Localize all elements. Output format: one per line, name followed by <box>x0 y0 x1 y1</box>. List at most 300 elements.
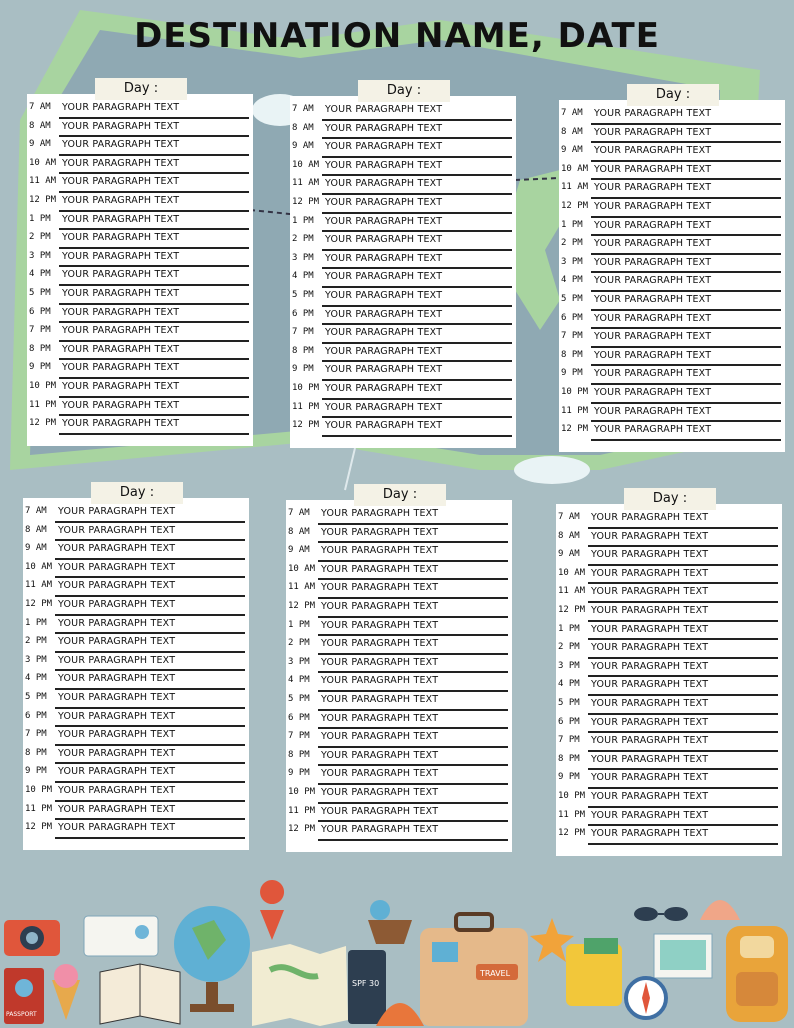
schedule-row <box>27 100 253 119</box>
paragraph-text[interactable]: YOUR PARAGRAPH TEXT <box>594 312 712 324</box>
time-label: 10 AM <box>558 567 586 578</box>
paragraph-text[interactable]: YOUR PARAGRAPH TEXT <box>591 604 709 616</box>
time-label: 1 PM <box>29 213 51 224</box>
time-label: 8 PM <box>558 753 580 764</box>
paragraph-text[interactable]: YOUR PARAGRAPH TEXT <box>594 238 712 250</box>
paragraph-text[interactable]: YOUR PARAGRAPH TEXT <box>594 349 712 361</box>
time-label: 3 PM <box>561 256 583 267</box>
paragraph-text[interactable]: YOUR PARAGRAPH TEXT <box>62 399 180 411</box>
paragraph-text[interactable]: YOUR PARAGRAPH TEXT <box>325 308 443 320</box>
paragraph-text[interactable]: YOUR PARAGRAPH TEXT <box>321 563 439 575</box>
time-label: 9 PM <box>25 766 47 777</box>
schedule-row <box>290 251 516 270</box>
schedule-row <box>559 255 785 274</box>
time-label: 5 PM <box>29 287 51 298</box>
time-label: 8 PM <box>561 349 583 360</box>
paragraph-text[interactable]: YOUR PARAGRAPH TEXT <box>321 693 439 705</box>
photo-card-icon <box>654 934 712 978</box>
paragraph-text[interactable]: YOUR PARAGRAPH TEXT <box>321 768 439 780</box>
paragraph-text[interactable]: YOUR PARAGRAPH TEXT <box>591 567 709 579</box>
paragraph-text[interactable]: YOUR PARAGRAPH TEXT <box>62 306 180 318</box>
time-label: 3 PM <box>25 654 47 665</box>
time-label: 5 PM <box>288 693 310 704</box>
schedule-row <box>286 543 512 562</box>
paragraph-text[interactable]: YOUR PARAGRAPH TEXT <box>594 256 712 268</box>
paragraph-text[interactable]: YOUR PARAGRAPH TEXT <box>591 809 709 821</box>
suitcase-icon <box>420 914 528 1026</box>
paragraph-text[interactable]: YOUR PARAGRAPH TEXT <box>62 250 180 262</box>
schedule-row <box>27 267 253 286</box>
open-book-icon <box>100 964 180 1024</box>
paragraph-text[interactable]: YOUR PARAGRAPH TEXT <box>58 747 176 759</box>
underline-divider <box>55 837 245 839</box>
time-label: 3 PM <box>29 250 51 261</box>
time-label: 12 PM <box>25 822 53 833</box>
paragraph-text[interactable]: YOUR PARAGRAPH TEXT <box>58 729 176 741</box>
paragraph-text[interactable]: YOUR PARAGRAPH TEXT <box>594 405 712 417</box>
schedule-row <box>556 752 782 771</box>
paragraph-text[interactable]: YOUR PARAGRAPH TEXT <box>325 271 443 283</box>
fan-shell-icon <box>700 900 740 920</box>
time-label: 12 PM <box>292 196 320 207</box>
schedule-row <box>286 562 512 581</box>
schedule-row <box>290 400 516 419</box>
wallet-icon <box>566 938 622 1006</box>
paragraph-text[interactable]: YOUR PARAGRAPH TEXT <box>325 252 443 264</box>
paragraph-text[interactable]: YOUR PARAGRAPH TEXT <box>321 582 439 594</box>
time-label: 8 AM <box>561 126 583 137</box>
time-label: 12 PM <box>29 194 57 205</box>
schedule-row <box>286 785 512 804</box>
time-label: 4 PM <box>292 271 314 282</box>
time-label: 8 AM <box>29 120 51 131</box>
time-label: 9 AM <box>25 543 47 554</box>
schedule-row <box>286 766 512 785</box>
paragraph-text[interactable]: YOUR PARAGRAPH TEXT <box>594 275 712 287</box>
schedule-row <box>290 325 516 344</box>
paragraph-text[interactable]: YOUR PARAGRAPH TEXT <box>321 731 439 743</box>
paragraph-text[interactable]: YOUR PARAGRAPH TEXT <box>62 380 180 392</box>
schedule-row <box>556 547 782 566</box>
paragraph-text[interactable]: YOUR PARAGRAPH TEXT <box>325 178 443 190</box>
paragraph-text[interactable]: YOUR PARAGRAPH TEXT <box>58 543 176 555</box>
time-label: 6 PM <box>29 306 51 317</box>
paragraph-text[interactable]: YOUR PARAGRAPH TEXT <box>321 508 439 519</box>
paragraph-text[interactable]: YOUR PARAGRAPH TEXT <box>62 176 180 188</box>
schedule-row <box>556 733 782 752</box>
time-label: 10 AM <box>288 563 316 574</box>
time-label: 3 PM <box>292 252 314 263</box>
coconut-drink-icon <box>368 900 412 944</box>
schedule-row <box>27 230 253 249</box>
schedule-row <box>27 119 253 138</box>
time-label: 10 AM <box>292 159 320 170</box>
paragraph-text[interactable]: YOUR PARAGRAPH TEXT <box>591 753 709 765</box>
time-label: 6 PM <box>288 712 310 723</box>
paragraph-text[interactable]: YOUR PARAGRAPH TEXT <box>325 104 443 115</box>
time-label: 7 AM <box>29 102 51 112</box>
schedule-row <box>559 329 785 348</box>
paragraph-text[interactable]: YOUR PARAGRAPH TEXT <box>321 805 439 817</box>
compass-icon <box>626 978 666 1018</box>
schedule-row <box>556 622 782 641</box>
paragraph-text[interactable]: YOUR PARAGRAPH TEXT <box>591 549 709 561</box>
schedule-row <box>27 212 253 231</box>
schedule-row <box>27 137 253 156</box>
schedule-row <box>559 273 785 292</box>
schedule-rows <box>290 102 516 437</box>
schedule-row <box>556 770 782 789</box>
passport-text: PASSPORT <box>6 1011 37 1018</box>
schedule-row <box>290 195 516 214</box>
time-label: 2 PM <box>29 232 51 243</box>
paragraph-text[interactable]: YOUR PARAGRAPH TEXT <box>62 269 180 281</box>
time-label: 2 PM <box>292 234 314 245</box>
paragraph-text[interactable]: YOUR PARAGRAPH TEXT <box>62 102 180 113</box>
time-label: 7 AM <box>561 108 583 118</box>
paragraph-text[interactable]: YOUR PARAGRAPH TEXT <box>58 617 176 629</box>
paragraph-text[interactable]: YOUR PARAGRAPH TEXT <box>325 327 443 339</box>
time-label: 11 PM <box>292 401 320 412</box>
folded-map-icon <box>252 944 348 1026</box>
time-label: 7 PM <box>25 729 47 740</box>
paragraph-text[interactable]: YOUR PARAGRAPH TEXT <box>321 786 439 798</box>
day-label: Day : <box>358 80 450 102</box>
paragraph-text[interactable]: YOUR PARAGRAPH TEXT <box>321 600 439 612</box>
schedule-row <box>559 180 785 199</box>
paragraph-text[interactable]: YOUR PARAGRAPH TEXT <box>591 512 709 523</box>
paragraph-text[interactable]: YOUR PARAGRAPH TEXT <box>325 345 443 357</box>
time-label: 1 PM <box>288 619 310 630</box>
paragraph-text[interactable]: YOUR PARAGRAPH TEXT <box>325 401 443 413</box>
schedule-row <box>27 398 253 417</box>
time-label: 9 AM <box>561 145 583 156</box>
paragraph-text[interactable]: YOUR PARAGRAPH TEXT <box>591 642 709 654</box>
time-label: 9 PM <box>558 772 580 783</box>
time-label: 4 PM <box>561 275 583 286</box>
time-label: 7 PM <box>558 735 580 746</box>
paragraph-text[interactable]: YOUR PARAGRAPH TEXT <box>62 232 180 244</box>
schedule-row <box>27 249 253 268</box>
schedule-row <box>23 560 249 579</box>
paragraph-text[interactable]: YOUR PARAGRAPH TEXT <box>321 712 439 724</box>
paragraph-text[interactable]: YOUR PARAGRAPH TEXT <box>58 636 176 648</box>
time-label: 12 PM <box>288 824 316 835</box>
paragraph-text[interactable]: YOUR PARAGRAPH TEXT <box>58 710 176 722</box>
time-label: 10 AM <box>561 163 589 174</box>
schedule-row <box>23 541 249 560</box>
time-label: 7 AM <box>292 104 314 114</box>
paragraph-text[interactable]: YOUR PARAGRAPH TEXT <box>594 331 712 343</box>
schedule-row <box>559 366 785 385</box>
schedule-row <box>286 673 512 692</box>
paragraph-text[interactable]: YOUR PARAGRAPH TEXT <box>591 716 709 728</box>
schedule-row <box>290 102 516 121</box>
schedule-row <box>286 804 512 823</box>
paragraph-text[interactable]: YOUR PARAGRAPH TEXT <box>594 200 712 212</box>
time-label: 10 PM <box>25 784 53 795</box>
schedule-rows <box>556 510 782 845</box>
schedule-row <box>556 566 782 585</box>
paragraph-text[interactable]: YOUR PARAGRAPH TEXT <box>62 157 180 169</box>
time-label: 5 PM <box>561 293 583 304</box>
time-label: 1 PM <box>561 219 583 230</box>
schedule-row <box>559 218 785 237</box>
schedule-row <box>23 653 249 672</box>
schedule-row <box>286 525 512 544</box>
underline-divider <box>59 433 249 435</box>
schedule-row <box>559 236 785 255</box>
paragraph-text[interactable]: YOUR PARAGRAPH TEXT <box>58 673 176 685</box>
paragraph-text[interactable]: YOUR PARAGRAPH TEXT <box>58 506 176 517</box>
paragraph-text[interactable]: YOUR PARAGRAPH TEXT <box>62 343 180 355</box>
paragraph-text[interactable]: YOUR PARAGRAPH TEXT <box>58 766 176 778</box>
paragraph-text[interactable]: YOUR PARAGRAPH TEXT <box>591 679 709 691</box>
paragraph-text[interactable]: YOUR PARAGRAPH TEXT <box>325 196 443 208</box>
time-label: 4 PM <box>25 673 47 684</box>
paragraph-text[interactable]: YOUR PARAGRAPH TEXT <box>591 735 709 747</box>
schedule-rows <box>559 106 785 441</box>
paragraph-text[interactable]: YOUR PARAGRAPH TEXT <box>58 654 176 666</box>
time-label: 7 PM <box>292 327 314 338</box>
schedule-row <box>27 305 253 324</box>
paragraph-text[interactable]: YOUR PARAGRAPH TEXT <box>325 141 443 153</box>
paragraph-text[interactable]: YOUR PARAGRAPH TEXT <box>58 580 176 592</box>
travel-illustrations <box>0 880 794 1028</box>
schedule-row <box>556 659 782 678</box>
schedule-row <box>290 121 516 140</box>
paragraph-text[interactable]: YOUR PARAGRAPH TEXT <box>325 364 443 376</box>
time-label: 6 PM <box>25 710 47 721</box>
schedule-row <box>286 618 512 637</box>
paragraph-text[interactable]: YOUR PARAGRAPH TEXT <box>325 289 443 301</box>
schedule-row <box>556 677 782 696</box>
schedule-rows <box>27 100 253 435</box>
time-label: 7 AM <box>558 512 580 522</box>
time-label: 4 PM <box>29 269 51 280</box>
paragraph-text[interactable]: YOUR PARAGRAPH TEXT <box>591 772 709 784</box>
time-label: 2 PM <box>288 638 310 649</box>
time-label: 8 PM <box>292 345 314 356</box>
time-label: 10 AM <box>25 561 53 572</box>
schedule-row <box>556 715 782 734</box>
time-label: 12 PM <box>288 600 316 611</box>
schedule-row <box>23 690 249 709</box>
paragraph-text[interactable]: YOUR PARAGRAPH TEXT <box>62 362 180 374</box>
time-label: 5 PM <box>292 289 314 300</box>
paragraph-text[interactable]: YOUR PARAGRAPH TEXT <box>62 325 180 337</box>
schedule-rows <box>23 504 249 839</box>
time-label: 6 PM <box>292 308 314 319</box>
paragraph-text[interactable]: YOUR PARAGRAPH TEXT <box>321 526 439 538</box>
schedule-row <box>23 671 249 690</box>
schedule-row <box>23 597 249 616</box>
paragraph-text[interactable]: YOUR PARAGRAPH TEXT <box>58 561 176 573</box>
schedule-row <box>290 362 516 381</box>
schedule-rows <box>286 506 512 841</box>
paragraph-text[interactable]: YOUR PARAGRAPH TEXT <box>321 675 439 687</box>
paragraph-text[interactable]: YOUR PARAGRAPH TEXT <box>325 234 443 246</box>
time-label: 9 PM <box>292 364 314 375</box>
paragraph-text[interactable]: YOUR PARAGRAPH TEXT <box>591 828 709 840</box>
time-label: 9 PM <box>561 368 583 379</box>
schedule-row <box>290 269 516 288</box>
schedule-row <box>27 323 253 342</box>
schedule-row <box>556 529 782 548</box>
schedule-row <box>556 826 782 845</box>
paragraph-text[interactable]: YOUR PARAGRAPH TEXT <box>62 194 180 206</box>
schedule-row <box>286 729 512 748</box>
paragraph-text[interactable]: YOUR PARAGRAPH TEXT <box>58 822 176 834</box>
paragraph-text[interactable]: YOUR PARAGRAPH TEXT <box>321 619 439 631</box>
schedule-row <box>23 783 249 802</box>
schedule-row <box>290 288 516 307</box>
schedule-row <box>27 379 253 398</box>
paragraph-text[interactable]: YOUR PARAGRAPH TEXT <box>591 623 709 635</box>
time-label: 11 PM <box>561 405 589 416</box>
time-label: 1 PM <box>558 623 580 634</box>
paragraph-text[interactable]: YOUR PARAGRAPH TEXT <box>594 163 712 175</box>
schedule-row <box>559 422 785 441</box>
time-label: 7 AM <box>288 508 310 518</box>
travel-tag-text: TRAVEL <box>480 969 511 978</box>
paragraph-text[interactable]: YOUR PARAGRAPH TEXT <box>325 159 443 171</box>
schedule-row <box>559 348 785 367</box>
paragraph-text[interactable]: YOUR PARAGRAPH TEXT <box>325 122 443 134</box>
schedule-row <box>23 504 249 523</box>
paragraph-text[interactable]: YOUR PARAGRAPH TEXT <box>594 293 712 305</box>
day-panel-2 <box>290 83 516 448</box>
schedule-row <box>23 820 249 839</box>
time-label: 8 AM <box>292 122 314 133</box>
paragraph-text[interactable]: YOUR PARAGRAPH TEXT <box>62 139 180 151</box>
schedule-row <box>556 789 782 808</box>
paragraph-text[interactable]: YOUR PARAGRAPH TEXT <box>321 545 439 557</box>
paragraph-text[interactable]: YOUR PARAGRAPH TEXT <box>594 126 712 138</box>
paragraph-text[interactable]: YOUR PARAGRAPH TEXT <box>321 749 439 761</box>
schedule-row <box>23 616 249 635</box>
schedule-row <box>286 692 512 711</box>
paragraph-text[interactable]: YOUR PARAGRAPH TEXT <box>58 598 176 610</box>
paragraph-text[interactable]: YOUR PARAGRAPH TEXT <box>594 219 712 231</box>
time-label: 10 PM <box>561 386 589 397</box>
paragraph-text[interactable]: YOUR PARAGRAPH TEXT <box>321 638 439 650</box>
day-label: Day : <box>624 488 716 510</box>
paragraph-text[interactable]: YOUR PARAGRAPH TEXT <box>62 120 180 132</box>
schedule-row <box>286 655 512 674</box>
schedule-row <box>286 506 512 525</box>
day-panel-3 <box>559 87 785 452</box>
time-label: 8 AM <box>25 524 47 535</box>
sunscreen-icon <box>348 950 386 1024</box>
page-title: DESTINATION NAME, DATE <box>134 16 660 56</box>
time-label: 6 PM <box>561 312 583 323</box>
location-pin-icon <box>260 880 284 940</box>
schedule-row <box>286 711 512 730</box>
schedule-row <box>290 381 516 400</box>
backpack-icon <box>726 926 788 1022</box>
paragraph-text[interactable]: YOUR PARAGRAPH TEXT <box>594 182 712 194</box>
paragraph-text[interactable]: YOUR PARAGRAPH TEXT <box>591 660 709 672</box>
paragraph-text[interactable]: YOUR PARAGRAPH TEXT <box>591 530 709 542</box>
time-label: 10 PM <box>558 790 586 801</box>
schedule-row <box>290 418 516 437</box>
time-label: 9 AM <box>558 549 580 560</box>
paragraph-text[interactable]: YOUR PARAGRAPH TEXT <box>58 803 176 815</box>
schedule-row <box>290 176 516 195</box>
schedule-row <box>27 286 253 305</box>
time-label: 2 PM <box>561 238 583 249</box>
paragraph-text[interactable]: YOUR PARAGRAPH TEXT <box>591 697 709 709</box>
schedule-row <box>290 139 516 158</box>
paragraph-text[interactable]: YOUR PARAGRAPH TEXT <box>321 656 439 668</box>
paragraph-text[interactable]: YOUR PARAGRAPH TEXT <box>594 386 712 398</box>
schedule-row <box>27 156 253 175</box>
schedule-row <box>23 764 249 783</box>
time-label: 10 PM <box>29 380 57 391</box>
paragraph-text[interactable]: YOUR PARAGRAPH TEXT <box>594 108 712 119</box>
time-label: 11 AM <box>29 176 57 187</box>
time-label: 12 PM <box>25 598 53 609</box>
schedule-row <box>559 199 785 218</box>
time-label: 6 PM <box>558 716 580 727</box>
paragraph-text[interactable]: YOUR PARAGRAPH TEXT <box>591 586 709 598</box>
time-label: 11 PM <box>29 399 57 410</box>
schedule-row <box>556 696 782 715</box>
paragraph-text[interactable]: YOUR PARAGRAPH TEXT <box>58 524 176 536</box>
schedule-row <box>559 404 785 423</box>
paragraph-text[interactable]: YOUR PARAGRAPH TEXT <box>62 213 180 225</box>
underline-divider <box>318 839 508 841</box>
time-label: 11 PM <box>25 803 53 814</box>
time-label: 1 PM <box>292 215 314 226</box>
time-label: 5 PM <box>558 697 580 708</box>
schedule-row <box>23 727 249 746</box>
schedule-row <box>290 158 516 177</box>
paragraph-text[interactable]: YOUR PARAGRAPH TEXT <box>591 790 709 802</box>
time-label: 9 PM <box>288 768 310 779</box>
time-label: 7 AM <box>25 506 47 516</box>
time-label: 9 AM <box>292 141 314 152</box>
schedule-row <box>556 603 782 622</box>
time-label: 9 AM <box>29 139 51 150</box>
paragraph-text[interactable]: YOUR PARAGRAPH TEXT <box>62 418 180 430</box>
time-label: 10 PM <box>288 786 316 797</box>
time-label: 8 AM <box>288 526 310 537</box>
time-label: 8 PM <box>25 747 47 758</box>
paragraph-text[interactable]: YOUR PARAGRAPH TEXT <box>62 287 180 299</box>
schedule-row <box>556 640 782 659</box>
paragraph-text[interactable]: YOUR PARAGRAPH TEXT <box>594 145 712 157</box>
schedule-row <box>286 580 512 599</box>
time-label: 12 PM <box>561 200 589 211</box>
paragraph-text[interactable]: YOUR PARAGRAPH TEXT <box>594 424 712 436</box>
schedule-row <box>27 360 253 379</box>
paragraph-text[interactable]: YOUR PARAGRAPH TEXT <box>325 420 443 432</box>
paragraph-text[interactable]: YOUR PARAGRAPH TEXT <box>58 691 176 703</box>
paragraph-text[interactable]: YOUR PARAGRAPH TEXT <box>594 368 712 380</box>
schedule-row <box>556 584 782 603</box>
paragraph-text[interactable]: YOUR PARAGRAPH TEXT <box>325 382 443 394</box>
paragraph-text[interactable]: YOUR PARAGRAPH TEXT <box>58 784 176 796</box>
time-label: 11 PM <box>288 805 316 816</box>
camera-icon <box>4 920 60 956</box>
day-label: Day : <box>91 482 183 504</box>
day-label: Day : <box>95 78 187 100</box>
schedule-row <box>559 125 785 144</box>
paragraph-text[interactable]: YOUR PARAGRAPH TEXT <box>325 215 443 227</box>
paragraph-text[interactable]: YOUR PARAGRAPH TEXT <box>321 824 439 836</box>
